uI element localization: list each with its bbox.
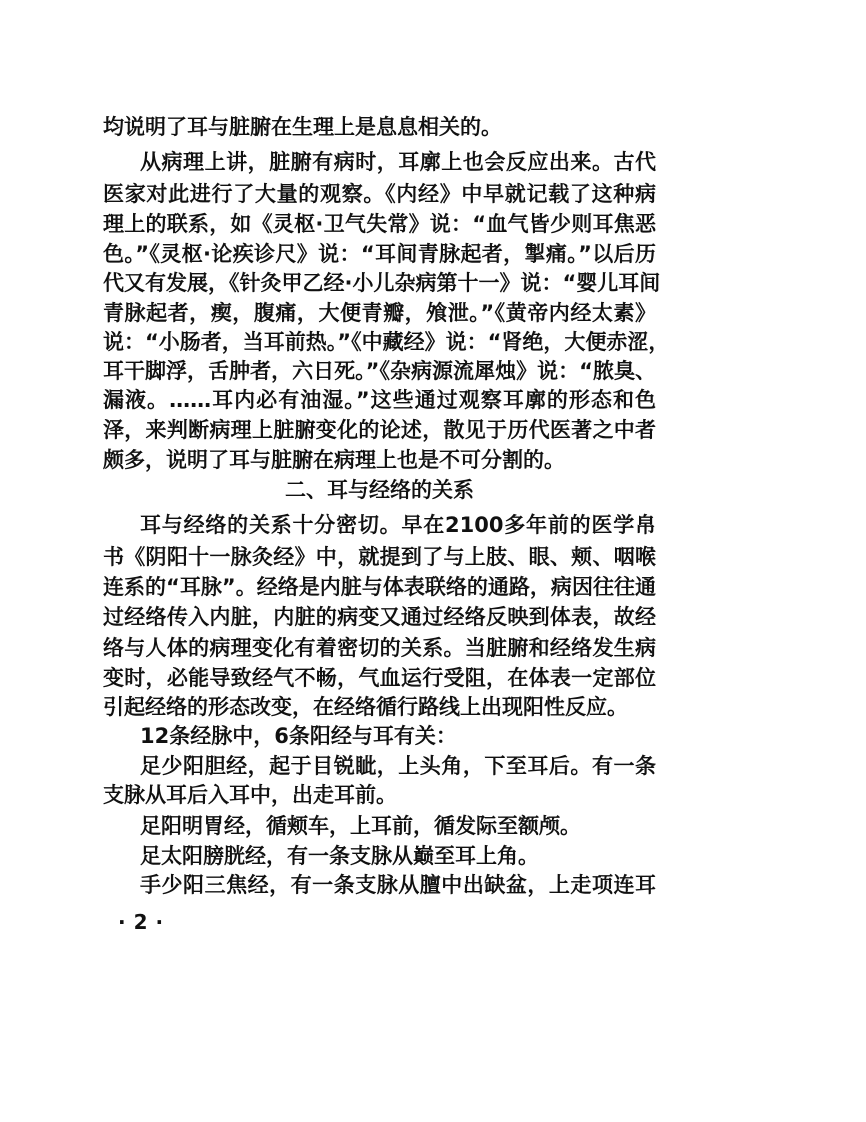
text-line: 耳与经络的关系十分密切。早在2100多年前的医学帛: [140, 513, 656, 537]
text-line: 色。”《灵枢·论疾诊尺》说：“耳间青脉起者，掣痛。”以后历: [103, 242, 656, 266]
text-line: 引起经络的形态改变，在经络循行路线上出现阳性反应。: [103, 695, 628, 719]
text-line: 连系的“耳脉”。经络是内脏与体表联络的通路，病因往往通: [103, 575, 656, 599]
text-line: 足少阳胆经，起于目锐眦，上头角，下至耳后。有一条: [140, 754, 656, 778]
text-line: 足太阳膀胱经，有一条支脉从巅至耳上角。: [140, 844, 539, 868]
text-line: 颇多，说明了耳与脏腑在病理上也是不可分割的。: [103, 448, 565, 472]
text-line: 支脉从耳后入耳中，出走耳前。: [103, 783, 397, 807]
section-heading: 二、耳与经络的关系: [285, 478, 474, 502]
text-line: 变时，必能导致经气不畅，气血运行受阻，在体表一定部位: [103, 666, 656, 690]
text-line: 足阳明胃经，循颊车，上耳前，循发际至额颅。: [140, 814, 581, 838]
text-line: 漏液。……耳内必有油湿。”这些通过观察耳廓的形态和色: [103, 388, 656, 412]
text-line: 过经络传入内脏，内脏的病变又通过经络反映到体表，故经: [103, 605, 656, 629]
text-line: 耳干脚浮，舌肿者，六日死。”《杂病源流犀烛》说：“脓臭、: [103, 359, 656, 383]
page-number: ·2·: [118, 910, 172, 934]
text-line: 书《阴阳十一脉灸经》中，就提到了与上肢、眼、颊、咽喉: [103, 545, 656, 569]
text-line: 青脉起者，瘈，腹痛，大便青瓣，飧泄。”《黄帝内经太素》: [103, 301, 656, 325]
text-line: 医家对此进行了大量的观察。《内经》中早就记载了这种病: [103, 182, 656, 206]
text-line: 泽，来判断病理上脏腑变化的论述，散见于历代医著之中者: [103, 418, 656, 442]
text-line: 络与人体的病理变化有着密切的关系。当脏腑和经络发生病: [103, 636, 656, 660]
text-line: 12条经脉中，6条阳经与耳有关：: [140, 724, 457, 748]
text-line: 代又有发展，《针灸甲乙经·小儿杂病第十一》说：“婴儿耳间: [103, 271, 661, 295]
text-line: 从病理上讲，脏腑有病时，耳廓上也会反应出来。古代: [140, 150, 656, 174]
text-line: 均说明了耳与脏腑在生理上是息息相关的。: [103, 115, 502, 139]
text-line: 手少阳三焦经，有一条支脉从膻中出缺盆，上走项连耳: [140, 873, 656, 897]
text-line: 说：“小肠者，当耳前热。”《中藏经》说：“肾绝，大便赤涩，: [103, 330, 670, 354]
text-line: 理上的联系，如《灵枢·卫气失常》说：“血气皆少则耳焦恶: [103, 212, 656, 236]
